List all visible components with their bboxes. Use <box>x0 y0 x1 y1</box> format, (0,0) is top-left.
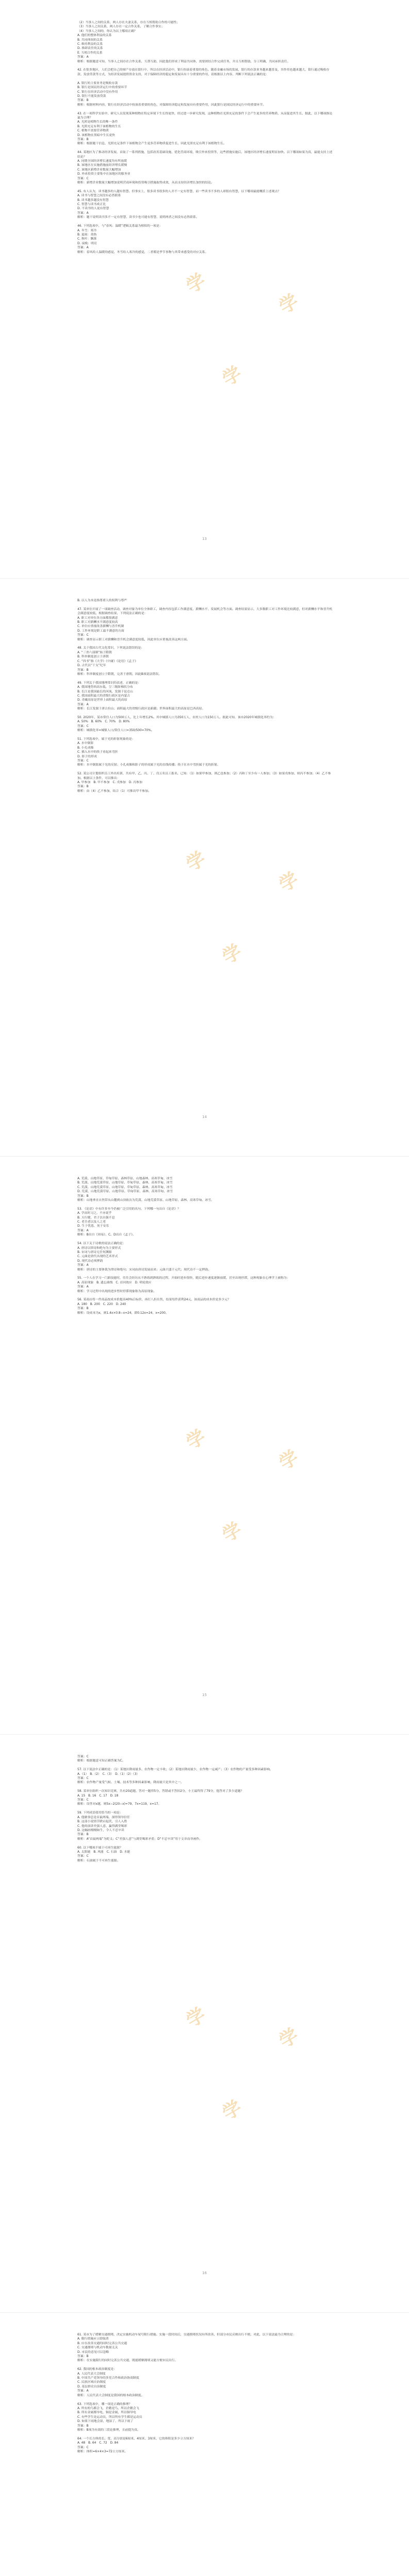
text-line: （3）当事人之间关系，两人存在一定合作关系，了解合作事实； <box>77 25 165 29</box>
text-line <box>77 711 333 716</box>
text-line: 解析：春风给人温暖的感觉，冬雪给人寒冷的感觉，二者都是季节事物与其带来感受的对应关系。 <box>77 250 208 254</box>
text-line <box>77 1764 333 1768</box>
text-line: 解析：根据材料内容，银行在经济活动中扮演着重要的角色，对保障经济稳定和发展具有重要作用，因此银行是国民经济运行中的重要环节。 <box>77 103 266 107</box>
text-line: （4）当事人之间的，你认为以上哪项正确？ <box>77 29 137 33</box>
text-line: 答案：C <box>77 177 89 180</box>
text-line: A. 学而时习之，不亦说乎 <box>77 1212 112 1215</box>
text-line: D. 影子的形成 <box>77 755 97 758</box>
text-line: C. 他的演讲差强人意，赢得满堂喝彩 <box>77 1824 127 1828</box>
text-line: A. 15 B. 16 C. 17 D. 18 <box>77 1794 119 1798</box>
text-line: D. 该植物在黑暗中生长更快 <box>77 133 116 137</box>
text-line: B. 以人为本是指尊重人的权利与尊严 <box>77 599 127 602</box>
text-line: A. 他做事总是首鼠两端，深得领导信任 <box>77 1816 130 1819</box>
text-line: A. 人民代表大会制度 <box>77 2372 106 2376</box>
text-line: 答案：B <box>77 99 89 103</box>
text-line: B. 科举制度创立于唐朝 <box>77 655 109 659</box>
text-line: 答案：C <box>77 724 89 728</box>
text-line: 答案：C <box>77 1777 89 1781</box>
text-line: 63. 下列选项中，哪一项是正确的推理？ <box>77 2402 132 2406</box>
text-line: 47. 某单位开展了一项调查活动，调查对象为单位全体职工，调查内容包括工作满意度、薪酬水平、发展机会等方面。调查结果显示，大多数职工对工作环境比较满意，但对薪酬水平和晋升机会满意度较低，根据调查结果，下列说法正确的是： <box>77 607 333 616</box>
text-line: 44. 某地区为了推动经济发展，采取了一系列措施，包括改善基础设施、优化营商环境、吸引外来投资等，这些措施实施后，该地区经济增长速度明显加快。以下哪项如果为真，最能支持上述结论？ <box>77 151 333 159</box>
text-line: B. 中国共产党领导的多党合作和政治协商制度 <box>77 2377 139 2380</box>
document-page <box>0 1156 409 1734</box>
text-line: 49. 下列关于我国地理常识的表述，正确的是： <box>77 681 141 685</box>
text-line: 解析：体积=6×4×3=72立方厘米。 <box>77 2450 128 2453</box>
page-number: 16 <box>202 2271 207 2275</box>
text-line: D. 青藏高原是世界上面积最大的高原 <box>77 699 127 702</box>
text-line: A. “三省六部制”始于隋朝 <box>77 651 112 654</box>
text-line: B. 天行健，君子以自强不息 <box>77 1216 115 1219</box>
text-line: A. 读书与智慧之间没有必然联系 <box>77 194 121 198</box>
document-page <box>0 1734 409 2312</box>
text-line: 46. 下列选项中，与“春风：温暖”逻辑关系最为相似的一项是： <box>77 225 162 228</box>
text-line: 解析：新增企业数量大幅增加说明营商环境和投资吸引措施取得成效，从而支持经济增长加快的结论。 <box>77 181 215 185</box>
text-line: 答案：A <box>77 56 89 59</box>
text-line: D. 如果下雨地会湿，地湿了，所以下雨了 <box>77 2420 134 2424</box>
document-page <box>0 2312 409 2576</box>
text-line: 答案：B <box>77 1307 89 1311</box>
page-divider <box>0 1156 409 1157</box>
text-line: 51. 下列选项中，属于光的折射现象的是： <box>77 738 135 741</box>
text-line: D. 现代诗必须押韵 <box>77 1259 103 1263</box>
text-line <box>77 2363 333 2367</box>
text-line <box>77 642 333 646</box>
text-line: C. 银行在经济活动中没有作用 <box>77 90 118 94</box>
text-line: 答案：B <box>77 785 89 789</box>
text-line: B. 小孔成像 <box>77 746 94 750</box>
page-text-body <box>77 1177 333 1315</box>
page-number: 13 <box>202 537 207 541</box>
text-line: 答案：C <box>77 2446 89 2449</box>
text-line: C. 元曲是唐代出现的艺术形式 <box>77 1255 118 1259</box>
text-line: 解析：人民代表大会制度是我国的根本政治制度。 <box>77 2394 144 2397</box>
text-line: 64. 一个长方体的长、宽、高分别是6厘米、4厘米、3厘米，它的体积是多少立方厘米？ <box>77 2437 195 2441</box>
text-line: 答案：B <box>77 1194 89 1198</box>
watermark-icon: 学 <box>218 937 250 969</box>
page-divider <box>0 578 409 579</box>
text-line <box>77 64 333 68</box>
text-line <box>77 185 333 189</box>
text-line: A. 唐诗以律诗和绝句为主要形式 <box>77 1246 121 1250</box>
text-line: C. 有些学生是运动员，所以所有学生都是运动员 <box>77 2415 142 2419</box>
text-line <box>77 77 333 81</box>
text-line: 答案：C <box>77 759 89 763</box>
text-line: B. 长江是我国最长的河流，发源于昆仑山 <box>77 690 133 693</box>
text-line: 答案：B <box>77 138 89 141</box>
watermark-icon: 学 <box>182 844 214 876</box>
page-text-body <box>77 21 333 255</box>
text-line <box>77 768 333 772</box>
text-line: 53. 《论语》中有许多至今仍被广泛引用的名句，下列哪一句出自《论语》？ <box>77 1207 181 1211</box>
text-line <box>77 676 333 681</box>
text-line: A. 光照是植物生长的唯一条件 <box>77 121 118 124</box>
text-line: 解析：山地垂直自然带从山麓到山顶依次为荒漠、山地荒漠草原、山地草原、森林、高寒草甸、冰雪。 <box>77 1199 215 1202</box>
text-line: 解析：题干说明读书多不一定有智慧，读书少也可能有智慧，说明两者之间没有必然联系。 <box>77 216 199 219</box>
text-line: 42. 在很多地区，人们会把自己的财产存放在银行中，所以在经济活动中，银行扮演着重要的角色。随着金融市场的发展，银行的存款业务越来越普及，其作用也越来越大，银行通过吸收存款、发放贷款等方式，为经济发展提供资金支持，对于保障经济的稳定和发展具有十分重要的作用，请根据以上内容，判断下列说法正确的是： <box>77 69 330 76</box>
text-line: B. 共同体间的关系 <box>77 38 103 42</box>
text-line <box>77 107 333 111</box>
text-line: B. 读书越多越没有智慧 <box>77 198 109 202</box>
text-line: 答案：A <box>77 703 89 706</box>
text-line: 56. 某商店将一件商品按成本价提高40%后标价，再打八折出售，结果每件获利24元，该商品的成本价是多少元？ <box>77 1298 231 1302</box>
page-text-body <box>77 1755 333 1863</box>
text-line: 答案：A <box>77 211 89 215</box>
text-line: D. 荒漠、山地荒漠草原、山地草原、草甸草原、森林、高寒草甸、冰雪 <box>77 1190 173 1194</box>
text-line: （2）当事人之间的关系，两人存在夫妻关系，存在互相帮助合作的可能性； <box>77 21 180 24</box>
watermark-icon: 学 <box>218 2093 250 2125</box>
text-line: A.（1） B.（2） C.（3） D.（1）（2）（3） <box>77 1772 140 1776</box>
text-line <box>77 2398 333 2402</box>
text-line <box>77 603 333 607</box>
text-line: A. 48 B. 64 C. 72 D. 84 <box>77 2442 119 2445</box>
watermark-icon: 学 <box>275 287 307 318</box>
text-line: A. 限行措施应立即取消 <box>77 2337 109 2341</box>
text-line: D. 基层群众自治制度 <box>77 2385 106 2388</box>
text-line: A. 我国地势西高东低，呈三级阶梯状分布 <box>77 686 133 689</box>
text-line: 54. 以下关于诗歌的说法正确的是： <box>77 1242 126 1246</box>
text-line: 答案：C <box>77 1755 89 1758</box>
text-line: 解析：A“首鼠两端”为贬义；C“差强人意”与满堂喝彩矛盾；D“不忍卒读”用于文章而非画作。 <box>77 1837 203 1841</box>
text-line: 解析：城镇化率=城镇人口/常住人口=350/500=70%。 <box>77 729 154 733</box>
page-text-body <box>77 2333 333 2454</box>
document-page <box>0 0 409 578</box>
text-line <box>77 1272 333 1276</box>
text-line: 答案：B <box>77 1833 89 1837</box>
text-line: 解析：水中倒影属于光的反射；小孔成像和影子的形成属于光的直线传播；筷子在水中弯折属于光的折射。 <box>77 764 220 767</box>
text-line <box>77 1841 333 1845</box>
text-line: 答案：A <box>77 1229 89 1232</box>
text-line: C. 智慧与读书成正比 <box>77 203 106 207</box>
text-line: A. 银行的主要业务是吸收存款 <box>77 81 118 85</box>
text-line: 59. 下列成语使用恰当的一项是： <box>77 1811 123 1815</box>
text-line: 答案：B <box>77 2424 89 2428</box>
text-line: C. 我国面积最大的省级行政区是内蒙古 <box>77 694 130 698</box>
text-line: B. 职工对薪酬水平满意度较高 <box>77 621 118 624</box>
text-line: C. 民族区域自治制度 <box>77 2381 106 2384</box>
text-line <box>77 1807 333 1811</box>
text-line: 60. 以下哪项不属于可再生能源？ <box>77 1846 123 1850</box>
text-line: B. 宋词与唐诗无任何渊源 <box>77 1250 112 1254</box>
text-line: A. 冬雪：寒冷 <box>77 229 97 232</box>
text-line: A. 高原现象 B. 遗忘曲线 C. 首因效应 D. 晕轮效应 <box>77 1281 152 1284</box>
text-line: 解析：调查显示职工对薪酬和晋升机会满意度较低，因此单位应重视改善这两方面。 <box>77 638 190 641</box>
text-line <box>77 146 333 150</box>
watermark-icon: 学 <box>182 2001 214 2032</box>
text-line: C. 秋叶：飘落 <box>77 238 97 241</box>
text-line: D. 工作环境是职工最不满意的方面 <box>77 629 124 633</box>
text-line <box>77 1785 333 1789</box>
text-line: 解析：长江发源于唐古拉山；面积最大的省级行政区是新疆；世界面积最大的高原是巴西高原。 <box>77 707 205 711</box>
text-line: B. 应在改善交通的同时完善公共交通 <box>77 2342 127 2345</box>
text-line: 答案：A <box>77 2389 89 2393</box>
text-line: C. “四书”指《大学》《中庸》《论语》《孟子》 <box>77 659 138 663</box>
text-line: D. 银行不能发放贷款 <box>77 94 106 98</box>
text-line: A. 荒漠、山地草原、草甸草原、森林草原、山地森林、高寒草甸、冰雪 <box>77 1177 173 1180</box>
page-number: 14 <box>202 1115 207 1119</box>
text-line: 解析：唐诗的主要体裁为律诗和绝句；宋词由唐诗发展而来；元曲兴盛于元代；现代诗不一定押韵。 <box>77 1268 211 1272</box>
text-line <box>77 220 333 224</box>
text-line: 解析：设成本为x，则1.4x×0.8−x=24，即0.12x=24，x=200。 <box>77 1311 169 1315</box>
text-line: A. 180 B. 200 C. 220 D. 240 <box>77 1302 126 1306</box>
text-line: 解析：在实施限行的同时完善公共交通，既能缓解拥堵又能方便市民出行。 <box>77 2359 178 2363</box>
watermark-icon: 学 <box>218 1515 250 1547</box>
text-line: 解析：根据题意可知正确答案为C。 <box>77 1759 125 1763</box>
text-line: C. 插入水中的筷子看起来弯折 <box>77 751 118 754</box>
text-line: B. 这部小说情节跌宕起伏，引人入胜 <box>77 1820 127 1824</box>
text-line: 48. 关于我国古代文化常识，下列说法错误的是： <box>77 647 144 650</box>
text-line: C. 单位应重视改善薪酬与晋升机制 <box>77 625 124 629</box>
text-line: D. 外来投资主要集中在该地区的服务业 <box>77 173 130 176</box>
text-line <box>77 1238 333 1242</box>
text-line: 答案：C <box>77 634 89 637</box>
text-line: D. 生于忧患，死于安乐 <box>77 1225 109 1228</box>
text-line: D. 古代以“干支”纪年 <box>77 664 106 668</box>
text-line: 解析：科举制度创立于隋朝，完善于唐朝，因此B项说法错误。 <box>77 672 162 676</box>
text-line: A. 太阳能 B. 风能 C. 石油 D. 水能 <box>77 1850 130 1854</box>
text-line: 答案：B <box>77 668 89 672</box>
text-line: B. 光照充足有利于该植物的生长 <box>77 125 121 128</box>
text-line: 解析：石油属于不可再生能源。 <box>77 1859 120 1862</box>
text-line: A. 所有的鸟都会飞，企鹅是鸟，所以企鹅会飞 <box>77 2406 139 2410</box>
text-line: 答案：C <box>77 1799 89 1802</box>
text-line: 答案：A <box>77 1285 89 1289</box>
text-line <box>77 1294 333 1298</box>
text-line: 61. 某市为了缓解交通拥堵，决定实施机动车尾号限行措施。实施一段时间后，交通拥堵状况有所改善，但部分市民反映出行不便。对此，以下说法最为合理的是： <box>77 2333 296 2336</box>
document-page <box>0 578 409 1156</box>
text-line: C. 交通拥堵与机动车数量无关 <box>77 2346 118 2350</box>
text-line: D. 夜晚：明亮 <box>77 242 97 245</box>
text-line: 答案：B <box>77 2355 89 2359</box>
text-line: D. 推卸责任的关系 <box>77 47 103 50</box>
text-line: 50. 2020年，某市常住人口为500万人，比上年增长2%。其中城镇人口为350万人，农村人口为150万人。据此可知，该市2020年城镇化率约为： <box>77 716 276 719</box>
text-line: A. 同期全国经济增长速度均有所放缓 <box>77 160 127 163</box>
text-line: A. 水中倒影 <box>77 742 94 745</box>
text-line: 62. 我国的根本政治制度是： <box>77 2368 117 2371</box>
text-line: C. 该地区新增企业数量大幅增加 <box>77 168 121 172</box>
text-line: C. 植物不需要营养物质 <box>77 129 109 133</box>
page-text-body <box>77 599 333 793</box>
watermark-icon: 学 <box>275 865 307 896</box>
text-line: 解析：B项为有效的三段论推理，且前提为真。 <box>77 2428 140 2432</box>
text-line: 解析：由（4）乙不参加，结合（1）可推出甲不参加。 <box>77 789 151 793</box>
text-line: 解析：设答对x题，则5x−2(20−x)=79，7x=119，x=17。 <box>77 1803 161 1806</box>
watermark-icon: 学 <box>182 266 214 298</box>
text-line <box>77 1202 333 1207</box>
text-line: B. 夏雨：炎热 <box>77 233 97 236</box>
watermark-icon: 学 <box>275 2021 307 2053</box>
text-line: D. 不读书的人更有智慧 <box>77 207 109 211</box>
watermark-icon: 学 <box>182 1422 214 1454</box>
text-line: D. 市民的意见可以忽略 <box>77 2350 109 2354</box>
text-line: 解析：根据题意可知，当事人之间存在合作关系，互帮互助，因此他们形成了利益共同体，需要团结合作完成任务，并且互相帮助，分工明确，共同承担责任。 <box>77 60 290 63</box>
text-line: 43. 在一项科学实验中，研究人员发现某种植物在特定环境下生长得更快，经过进一步研究发现，这种植物在光照充足的条件下会产生更多的营养物质，从而促进其生长，据此，以下哪项推论最为合理？ <box>77 112 333 120</box>
page-divider <box>0 2312 409 2313</box>
text-line <box>77 733 333 737</box>
text-line: 解析：根据题干信息，光照充足条件下该植物会产生更多营养物质促进生长，因此光照充足有利于该植物生长。 <box>77 142 226 146</box>
text-line: A. 甲参加 B. 甲不参加 C. 戊参加 D. 丙参加 <box>77 781 142 785</box>
text-line: 解析：B出自《周易》，C、D出自《孟子》。 <box>77 1233 136 1237</box>
text-line: 57. 以下说法中正确的是：（1）某地区降雨量多，农作物一定丰收；（2）某地区降雨量少，农作物一定减产；（3）农作物的产量受多种因素影响。 <box>77 1768 273 1772</box>
watermark-icon: 学 <box>218 359 250 391</box>
text-line: 52. 某公司计划组织员工外出培训，共有甲、乙、丙、丁、戊五名员工报名，已知：（1）如果甲参加，则乙也参加；（2）丙和丁至少有一人参加；（3）如果戊参加，则丙不参加；（4）乙不参加。根据以上条件，可以推出： <box>77 772 331 780</box>
text-line: 55. 一个人在学习一门新技能时，往往会经历从不熟练到熟练的过程，开始时进步很快，随后进步速度逐渐放缓，甚至出现停滞，这种现象在心理学上被称为： <box>77 1277 290 1280</box>
text-line: A. 职工对单位各方面都很满意 <box>77 616 118 620</box>
text-line: A. 50% B. 60% C. 70% D. 80% <box>77 720 130 724</box>
text-line: B. 荒漠、山地荒漠草原、山地草原、草甸草原、森林、高寒草甸、冰雪 <box>77 1181 173 1185</box>
text-line: 45. 有人认为，读书越多的人越有智慧。但事实上，很多读书很多的人并不一定有智慧，而一些读书不多的人却很有智慧，以下哪项最能概括上述观点？ <box>77 190 281 193</box>
text-line: D. 这幅画栩栩如生，令人不忍卒读 <box>77 1828 124 1832</box>
text-line: B. 该地区在实施措施前经济增长缓慢 <box>77 164 127 167</box>
text-line <box>77 2432 333 2436</box>
text-line: A. 他们的整体利益的关系 <box>77 34 112 38</box>
text-line: 答案：A <box>77 246 89 250</box>
text-line: B. 所有金属都导电，铜是金属，所以铜导电 <box>77 2411 136 2415</box>
page-divider <box>0 1734 409 1735</box>
text-line: 58. 某单位组织一次知识竞赛，共有20道题，答对一题得5分，答错或不答扣2分，小王最终得了79分，他答对了多少道题？ <box>77 1790 244 1793</box>
text-line: 答案：C <box>77 1855 89 1858</box>
text-line: C. 老吾老以及人之老 <box>77 1221 106 1224</box>
text-line: B. 银行是国民经济运行中的重要环节 <box>77 86 127 90</box>
text-line: 解析：学习过程中出现的进步暂时停滞现象称为高原现象。 <box>77 1290 157 1293</box>
page-number: 15 <box>202 1693 207 1697</box>
text-line: 解析：农作物产量受气候、土壤、技术等多种因素影响，降雨量只是其中之一。 <box>77 1781 184 1785</box>
text-line: C. 荒漠、山地荒漠草原、山地草原、草甸草原、森林、高寒草甸、冰雪 <box>77 1185 173 1189</box>
text-line: E. 互相合作的关系 <box>77 51 103 55</box>
text-line: 答案：A <box>77 1264 89 1267</box>
text-line: C. 维持利益的关系 <box>77 43 103 46</box>
watermark-icon: 学 <box>275 1443 307 1475</box>
